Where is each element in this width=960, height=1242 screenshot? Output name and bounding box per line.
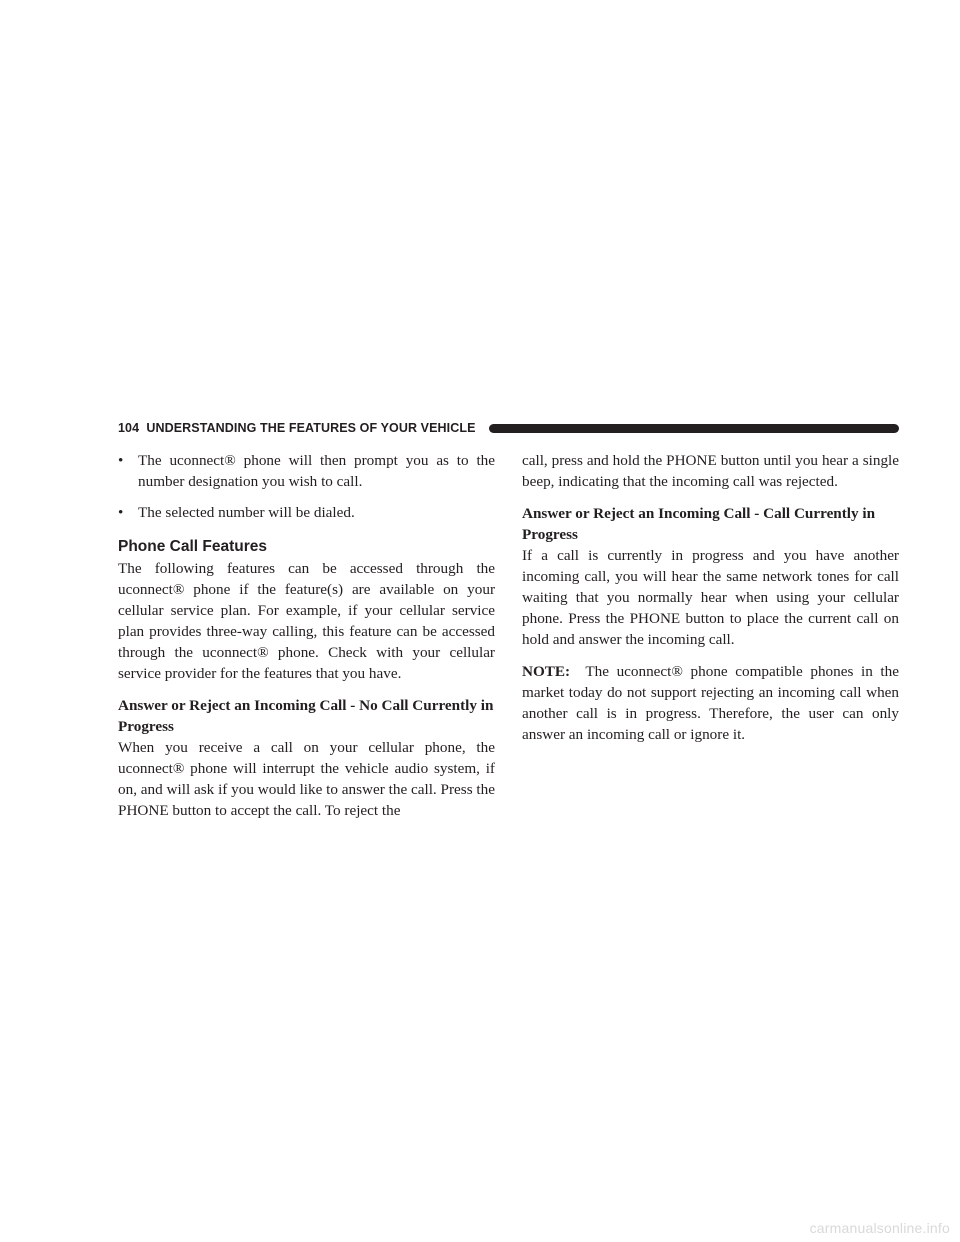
no-call-body: When you receive a call on your cellular phone, the uconnect® phone will interrupt the vehicle audio system, if on, and will ask if you would like to answer the call. Press the PHONE button to accept the call. To reject the (118, 739, 495, 819)
no-call-heading: Answer or Reject an Incoming Call - No Call Currently in Progress (118, 697, 494, 735)
header-rule-bar (489, 424, 899, 433)
note-paragraph (522, 661, 899, 745)
spacer (118, 684, 495, 695)
bullet-item (118, 450, 495, 492)
note-label: NOTE: (522, 663, 571, 680)
spacer (522, 650, 899, 661)
continued-body: call, press and hold the PHONE button until you hear a single beep, indicating that the incoming call was rejected. (522, 452, 899, 490)
bullet-item (118, 502, 495, 523)
right-column (522, 450, 899, 745)
bullet-icon: • (118, 504, 124, 521)
page-header (118, 420, 899, 437)
spacer (522, 492, 899, 503)
left-column (118, 450, 495, 821)
phone-call-features-body: The following features can be accessed through the uconnect® phone if the feature(s) are available on your cellular service plan. For example, if your cellular service plan provides three-way calling, this feature can be accessed through the uconnect® phone. Check with your cellular service provider for the features that you have. (118, 560, 495, 682)
watermark-footer: carmanualsonline.info (809, 1220, 950, 1236)
call-in-progress-heading: Answer or Reject an Incoming Call - Call Currently in Progress (522, 505, 876, 543)
note-body: The uconnect® phone compatible phones in the market today do not support rejecting an incoming call when another call is in progress. Therefore, the user can only answer an incoming call or ignore it. (522, 663, 899, 743)
bullet-text: The uconnect® phone will then prompt you as to the number designation you wish to call. (138, 452, 495, 490)
call-in-progress-body: If a call is currently in progress and you have another incoming call, you will hear the same network tones for call waiting that you normally hear when using your cellular phone. Press the PHONE button to place the current call on hold and answer the incoming call. (522, 547, 899, 648)
phone-call-features-heading: Phone Call Features (118, 538, 268, 555)
bullet-text: The selected number will be dialed. (138, 504, 355, 521)
page-number: 104 (118, 421, 140, 435)
bullet-icon: • (118, 452, 124, 469)
section-title: UNDERSTANDING THE FEATURES OF YOUR VEHICLE (146, 421, 476, 435)
header-text (118, 420, 476, 437)
